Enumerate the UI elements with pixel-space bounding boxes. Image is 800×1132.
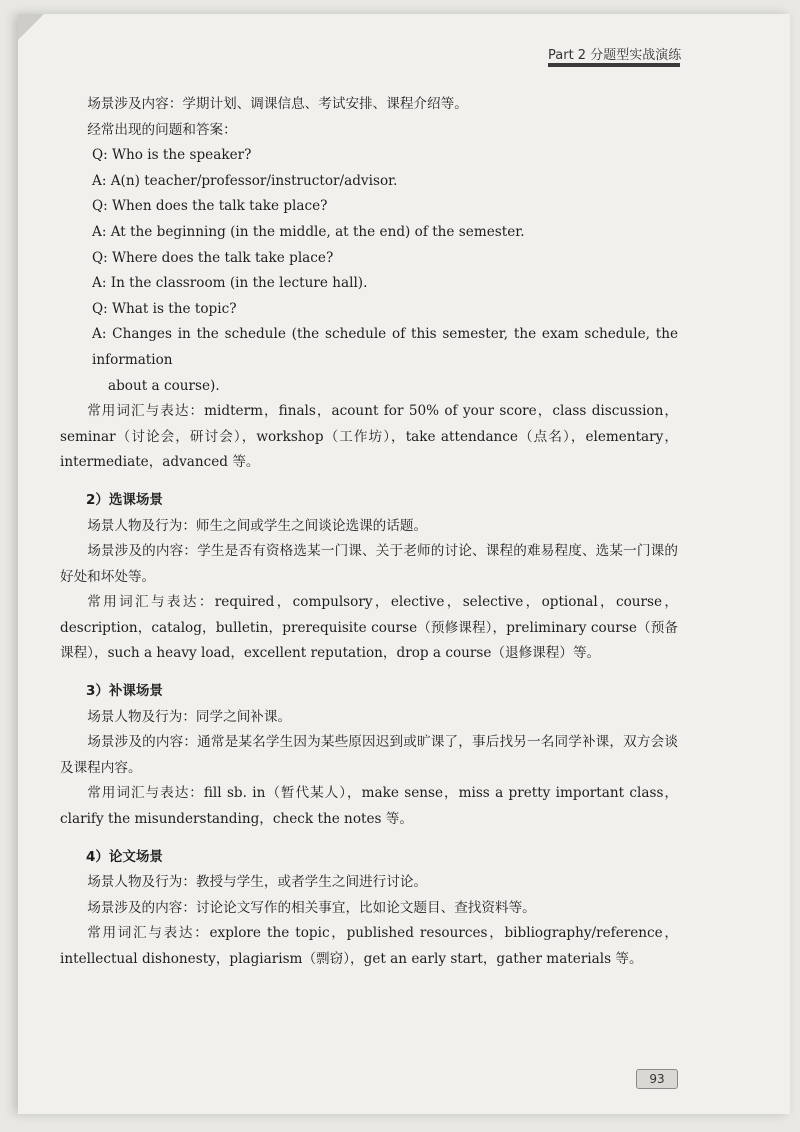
section3-content: 场景涉及的内容：通常是某名学生因为某些原因迟到或旷课了，事后找另一名同学补课，双方会谈及课程内容。 <box>60 734 678 776</box>
qa-line: Q: Who is the speaker? <box>92 147 252 164</box>
qa-line: Q: What is the topic? <box>92 300 237 317</box>
section2-content: 场景涉及的内容：学生是否有资格选某一门课、关于老师的讨论、课程的难易程度、选某一门课的好处和坏处等。 <box>60 543 678 585</box>
section2-vocab: 常用词汇与表达：required，compulsory，elective，selective，optional，course，description，catalog，bulletin，prerequisite course（预修课程），preliminary course（预备课程），such a heavy load，excellent reputation，drop a course（退修课程）等。 <box>60 594 678 662</box>
qa-line: A: At the beginning (in the middle, at the end) of the semester. <box>92 223 525 240</box>
qa-line-continued: about a course). <box>108 377 220 394</box>
qa-line: A: Changes in the schedule (the schedule of this semester, the exam schedule, the information <box>92 326 678 368</box>
section4-content: 场景涉及的内容：讨论论文写作的相关事宜，比如论文题目、查找资料等。 <box>87 899 536 916</box>
section3-people: 场景人物及行为：同学之间补课。 <box>87 708 292 725</box>
qa-line: A: In the classroom (in the lecture hall). <box>92 275 368 292</box>
header-rule <box>548 63 680 67</box>
section3-heading: 3）补课场景 <box>86 683 163 700</box>
section4-heading: 4）论文场景 <box>86 848 163 865</box>
page-content <box>60 92 678 973</box>
page-corner-fold <box>18 14 44 40</box>
section2-people: 场景人物及行为：师生之间或学生之间谈论选课的话题。 <box>87 517 428 534</box>
section3-vocab: 常用词汇与表达：fill sb. in（暂代某人），make sense，miss a pretty important class，clarify the misunderstanding，check the notes 等。 <box>60 785 678 828</box>
qa-line: Q: Where does the talk take place? <box>92 249 334 266</box>
section2-heading: 2）选课场景 <box>86 491 163 508</box>
section4-vocab: 常用词汇与表达：explore the topic，published resources，bibliography/reference，intellectual dishonesty，plagiarism（剽窃），get an early start，gather materials 等。 <box>60 925 678 967</box>
section1-vocab: 常用词汇与表达：midterm，finals，acount for 50% of your score，class discussion，seminar（讨论会，研讨会），workshop（工作坊），take attendance（点名），elementary，intermediate，advanced 等。 <box>60 403 678 471</box>
qa-line: A: A(n) teacher/professor/instructor/advisor. <box>92 172 398 189</box>
section4-people: 场景人物及行为：教授与学生，或者学生之间进行讨论。 <box>87 874 428 891</box>
qa-line: Q: When does the talk take place? <box>92 198 328 215</box>
page-number: 93 <box>636 1069 678 1089</box>
qa-intro: 经常出现的问题和答案： <box>87 121 237 138</box>
section1-scene: 场景涉及内容：学期计划、调课信息、考试安排、课程介绍等。 <box>87 96 468 112</box>
running-header: Part 2 分题型实战演练 <box>548 48 682 63</box>
